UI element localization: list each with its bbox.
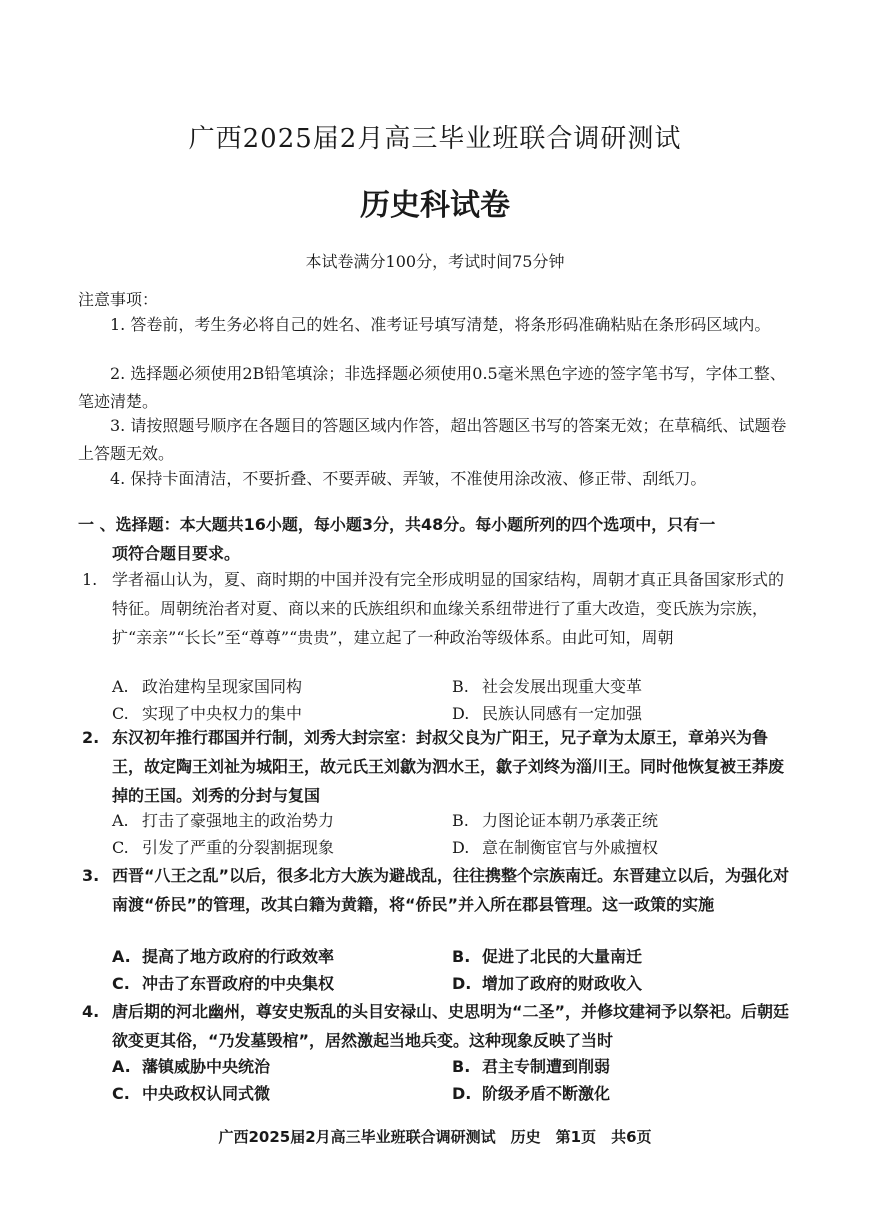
question-number: 3. <box>82 866 100 885</box>
option-d[interactable]: D. 意在制衡宦官与外戚擅权 <box>452 838 659 857</box>
page-footer: 广西2025届2月高三毕业班联合调研测试 历史 第1页 共6页 <box>218 1128 652 1146</box>
question-3 <box>82 861 796 919</box>
option-a[interactable]: A. 提高了地方政府的行政效率 <box>112 947 335 966</box>
option-b[interactable]: B. 促进了北民的大量南迁 <box>452 947 643 966</box>
question-stem: 学者福山认为，夏、商时期的中国并没有完全形成明显的国家结构，周朝才真正具备国家形式的特征。周朝统治者对夏、商以来的氏族组织和血缘关系纽带进行了重大改造，变氏族为宗族，扩“亲亲”“长长”至“尊尊”“贵贵”，建立起了一种政治等级体系。由此可知，周朝 <box>112 570 785 647</box>
option-a[interactable]: A. 政治建构呈现家国同构 <box>112 677 303 696</box>
question-number: 1. <box>82 570 98 589</box>
option-c[interactable]: C. 冲击了东晋政府的中央集权 <box>112 974 335 993</box>
question-2-options <box>112 807 792 861</box>
section-heading-line-1: 一 、选择题：本大题共16小题，每小题3分，共48分。每小题所列的四个选项中，只有一 <box>78 515 716 534</box>
question-stem: 东汉初年推行郡国并行制，刘秀大封宗室：封叔父良为广阳王，兄子章为太原王，章弟兴为鲁王，故定陶王刘祉为城阳王，故元氏王刘歙为泗水王，歙子刘终为淄川王。同时他恢复被王莽废掉的王国。刘秀的分封与复国 <box>112 728 785 805</box>
subject-title: 历史科试卷 <box>360 188 510 223</box>
option-d[interactable]: D. 增加了政府的财政收入 <box>452 974 643 993</box>
option-c[interactable]: C. 引发了严重的分裂割据现象 <box>112 838 335 857</box>
question-stem: 唐后期的河北幽州，尊安史叛乱的头目安禄山、史思明为“二圣”，并修坟建祠予以祭祀。后朝廷欲变更其俗，“乃发墓毁棺”，居然激起当地兵变。这种现象反映了当时 <box>112 1002 790 1050</box>
question-1 <box>82 565 796 652</box>
exam-title: 广西2025届2月高三毕业班联合调研测试 <box>188 124 682 154</box>
option-b[interactable]: B. 力图论证本朝乃承袭正统 <box>452 811 659 830</box>
question-4 <box>82 997 796 1055</box>
exam-info: 本试卷满分100分，考试时间75分钟 <box>305 252 565 271</box>
notice-item-4: 4. 保持卡面清洁，不要折叠、不要弄破、弄皱，不准使用涂改液、修正带、刮纸刀。 <box>110 469 707 488</box>
question-number: 2. <box>82 728 100 747</box>
option-c[interactable]: C. 中央政权认同式微 <box>112 1084 271 1103</box>
question-stem: 西晋“八王之乱”以后，很多北方大族为避战乱，往往携整个宗族南迁。东晋建立以后，为强化对南渡“侨民”的管理，改其白籍为黄籍，将“侨民”并入所在郡县管理。这一政策的实施 <box>112 866 790 914</box>
question-2 <box>82 723 796 810</box>
option-d[interactable]: D. 阶级矛盾不断激化 <box>452 1084 611 1103</box>
notice-item-3: 3. 请按照题号顺序在各题目的答题区域内作答，超出答题区书写的答案无效；在草稿纸、试题卷上答题无效。 <box>78 416 787 463</box>
section-heading-line-2: 项符合题目要求。 <box>112 544 241 563</box>
question-1-options <box>112 673 792 727</box>
question-3-options <box>112 943 792 997</box>
notice-heading: 注意事项： <box>78 290 159 309</box>
option-b[interactable]: B. 社会发展出现重大变革 <box>452 677 643 696</box>
option-b[interactable]: B. 君主专制遭到削弱 <box>452 1057 611 1076</box>
option-c[interactable]: C. 实现了中央权力的集中 <box>112 704 303 723</box>
option-a[interactable]: A. 藩镇威胁中央统治 <box>112 1057 271 1076</box>
option-a[interactable]: A. 打击了豪强地主的政治势力 <box>112 811 335 830</box>
question-4-options <box>112 1053 792 1107</box>
question-number: 4. <box>82 1002 100 1021</box>
notice-item-1: 1. 答卷前，考生务必将自己的姓名、准考证号填写清楚，将条形码准确粘贴在条形码区域内。 <box>110 315 771 334</box>
section-heading <box>78 510 794 568</box>
notice-item-2: 2. 选择题必须使用2B铅笔填涂；非选择题必须使用0.5毫米黑色字迹的签字笔书写，字体工整、笔迹清楚。 <box>78 364 786 411</box>
option-d[interactable]: D. 民族认同感有一定加强 <box>452 704 643 723</box>
